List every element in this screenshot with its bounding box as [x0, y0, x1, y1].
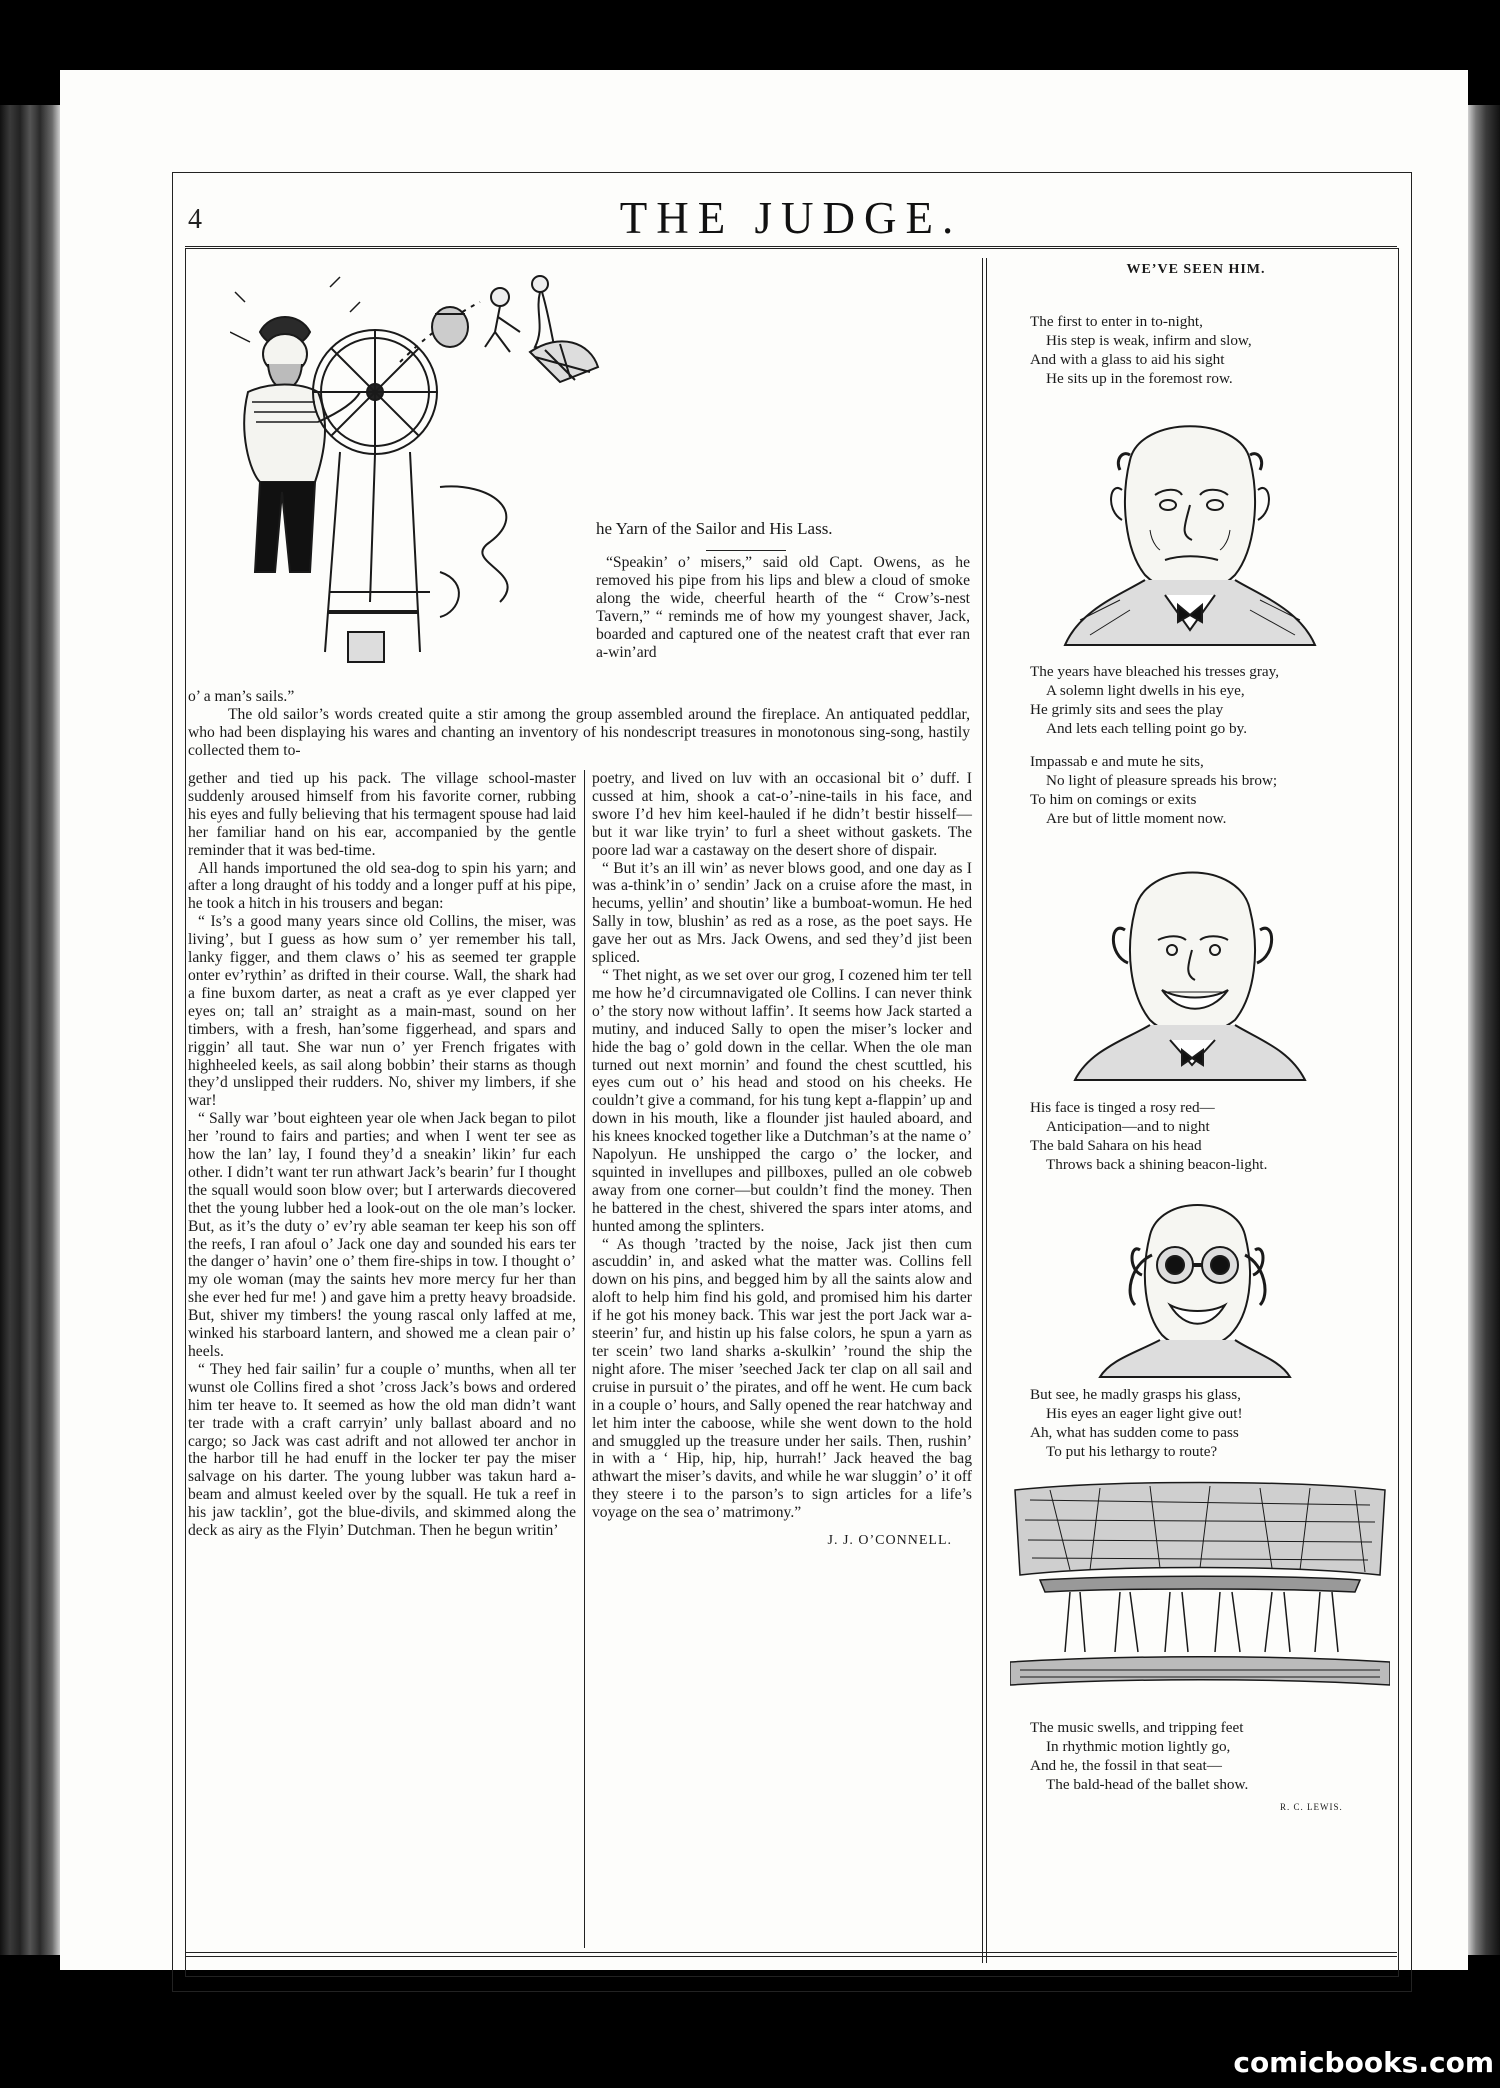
poem-stanza-6: [1030, 1718, 1380, 1794]
story-title: he Yarn of the Sailor and His Lass.: [596, 519, 833, 538]
bald-man-portrait-solemn: [1060, 400, 1320, 650]
site-watermark: comicbooks.com: [1218, 2038, 1500, 2088]
ballet-stage-illustration: [1010, 1480, 1390, 1705]
story-intro-text: “Speakin’ o’ misers,” said old Capt. Owens, as he removed his pipe from his lips and blew a cloud of smoke along the wide, cheerful hearth of the “ Crow’s-nest Tavern,” “ reminds me of how my youngest shaver, Jack, boarded and captured one of the neatest craft that ever ran a-win’ard: [596, 554, 970, 661]
poem-line: His eyes an eager light give out!: [1046, 1405, 1243, 1422]
bottom-rule: [185, 1952, 1397, 1953]
poem-line: And he, the fossil in that seat—: [1030, 1757, 1222, 1774]
poem-stanza-5: [1030, 1385, 1380, 1461]
masthead-rule: [185, 246, 1397, 247]
story-paragraph: “ Sally war ’bout eighteen year ole when Jack began to pilot her ’round to fairs and parties; and when I went ter see as how the lan’ lay, I found they’d a sneakin’ likin’ fur each other. I didn’t want ter run athwart Jack’s bearin’ fur I thought the squall would soon blow over; but I arterwards diecovered thet the young lubber hed a look-out on the ole man’s locker. But, as it’s the duty o’ ev’ry able seaman ter keep his son off the reefs, I ran afoul o’ Jack one day and sounded his ears ter the danger o’ havin’ one o’ them fire-ships in tow. I thought o’ my ole woman (may the saints hev more mercy fur her than she ever hed fur me! ) and gave him a pretty heavy broadside. But, shiver my timbers! the young rascal only laffed at me, winked his starboard lantern, and showed me a clean pair o’ heels.: [188, 1110, 576, 1360]
poem-line: But see, he madly grasps his glass,: [1030, 1386, 1241, 1403]
poem-line: The music swells, and tripping feet: [1030, 1719, 1244, 1736]
story-wide-paragraph: [188, 706, 970, 760]
story-paragraph: gether and tied up his pack. The village school-master suddenly aroused himself from his favorite corner, rubbing his eyes and fully believing that his termagent spouse had laid her familiar hand on his ear, accompanied by the gentle reminder that it was bed-time.: [188, 770, 576, 859]
poem-line: And lets each telling point go by.: [1046, 720, 1248, 737]
story-paragraph: poetry, and lived on luv with an occasional bit o’ duff. I cussed at him, shook a cat-o’-nine-tails in his face, and swore I’d hev him keel-hauled if he didn’t bestir hisself—but it war like tryin’ to furl a sheet without gaskets. The poore lad war a castaway on the desert shore of dispair.: [592, 770, 972, 859]
story-paragraph: All hands importuned the old sea-dog to spin his yarn; and after a long draught of his toddy and a longer puff at his pipe, he took a hitch in his trousers and began:: [188, 859, 576, 913]
poem-line: The years have bleached his tresses gray,: [1030, 663, 1280, 680]
masthead-title: THE JUDGE.: [619, 193, 963, 243]
column-divider-left: [584, 770, 585, 1948]
poem-line: He sits up in the foremost row.: [1046, 370, 1233, 387]
story-paragraph: “ As though ’tracted by the noise, Jack jist then cum ascuddin’ in, and asked what the matter was. Collins fell down on his pins, and begged him by all the saints alow and aloft to help him find his gold, and promised him his darter if he got his money back. This war jest the port Jack war a-steerin’ fur, and histin up his false colors, he spun a yarn as ter scein’ two land sharks a-skulkin’ ’round the ship the night afore. The miser ’seeched Jack ter clap on all sail and cruise in pursuit o’ the pirates, and off he went. He cum back in a couple o’ hours, and Sally opened the rear hatchway and let him inter the caboose, while she went down to the hold and smuggled up the treasure under her sails. Then, rushin’ in with a ‘ Hip, hip, hip, hurrah!’ Jack heaved the bag athwart the miser’s davits, and while he war sluggin’ o’ it off they steere i to the parson’s to sign articles for a life’s voyage on the sea o’ matrimony.”: [592, 1235, 972, 1522]
story-column-1: [188, 770, 576, 1540]
book-spine-edge: [0, 105, 60, 1955]
story-author: J. J. O’CONNELL.: [827, 1533, 952, 1549]
story-paragraph: “ But it’s an ill win’ as never blows good, and one day as I was a-think’in o’ sendin’ Jack on a cruise afore the mast, in hecums, yellin’ and shoutin’ like a bumboat-womun. He hed Sally in tow, blushin’ as red as a rose, as the poet says. He gave her out as Mrs. Jack Owens, and sed they’d jist been spliced.: [592, 859, 972, 967]
story-intro: [596, 554, 970, 661]
poem-credit: R. C. LEWIS.: [1280, 1802, 1343, 1812]
book-right-edge: [1468, 105, 1500, 1955]
poem-line: Are but of little moment now.: [1046, 810, 1227, 827]
poem-line: The first to enter in to-night,: [1030, 313, 1203, 330]
story-paragraph: “ They hed fair sailin’ fur a couple o’ munths, when all ter wunst ole Collins fired a shot ’cross Jack’s bows and ordered him ter heave to. It seemed as how the old man didn’t want ter trade with a craft carryin’ unly ballast aboard and no cargo; so Jack was cast adrift and not allowed ter anchor in the harbor till he had enuff in the locker ter pay the miser salvage on his darter. The young lubber was takun hard a-beam and almust keeled over by the squall. He tuk a reef in his jaw tacklin’, got the blue-divils, and skimmed along the deck as airy as the Flyin’ Dutchman. Then he begun writin’: [188, 1360, 576, 1540]
poem-stanza-2: [1030, 662, 1380, 738]
poem-line: In rhythmic motion lightly go,: [1046, 1738, 1231, 1755]
poem-line: His face is tinged a rosy red—: [1030, 1099, 1215, 1116]
poem-stanza-3: [1030, 752, 1380, 828]
poem-line: The bald Sahara on his head: [1030, 1137, 1202, 1154]
poem-line: No light of pleasure spreads his brow;: [1046, 772, 1278, 789]
page-number: 4: [188, 204, 202, 235]
poem-line: Impassab e and mute he sits,: [1030, 753, 1204, 770]
bottom-rule-double: [185, 1956, 1397, 1957]
story-wide-text: The old sailor’s words created quite a stir among the group assembled around the fireplace. An antiquated peddlar, who had been displaying his wares and chanting an inventory of his nondescript treasures in monotonous sing-song, hastily collected them to-: [188, 706, 970, 759]
poem-line: To him on comings or exits: [1030, 791, 1197, 808]
poem-line: And with a glass to aid his sight: [1030, 351, 1225, 368]
poem-line: Anticipation—and to night: [1046, 1118, 1210, 1135]
poem-line: He grimly sits and sees the play: [1030, 701, 1224, 718]
story-column-2: [592, 770, 972, 1550]
poem-line: A solemn light dwells in his eye,: [1046, 682, 1245, 699]
poem-stanza-1: [1030, 312, 1380, 388]
poem-line: The bald-head of the ballet show.: [1046, 1776, 1249, 1793]
story-paragraph: “ Thet night, as we set over our grog, I cozened him ter tell me how he’d circumnavigated ole Collins. I can never think o’ the story now without laffin’. It seems how Jack started a mutiny, and induced Sally to open the miser’s locker and hide the bag o’ gold down in the cellar. When the ole man turned out next mornin’ and found the chest scuttled, his eyes cum out o’ his head and stood on his cheeks. He couldn’t give a command, for his tung kept a-flappin’ up and down in his mouth, like a flounder jist hauled aboard, and his knees knocked together like a Dutchman’s at the name o’ Napolyun. He unshipped the cargo o’ the locker, and squinted in invellupes and pillboxes, pulled an ole cobweb away from one corner—but couldn’t find the money. Then he battered in the chest, shivered the spars inter atoms, and hunted among the splinters.: [592, 966, 972, 1235]
bald-man-portrait-smiling: [1070, 855, 1310, 1085]
sailor-spinning-wheel-illustration: [230, 272, 600, 677]
poem-line: Throws back a shining beacon-light.: [1046, 1156, 1268, 1173]
bald-man-opera-glasses-portrait: [1090, 1195, 1300, 1380]
title-rule: [706, 550, 786, 551]
poem-title: WE’VE SEEN HIM.: [1126, 262, 1266, 277]
poem-line: To put his lethargy to route?: [1046, 1443, 1218, 1460]
column-divider-right: [982, 258, 983, 1963]
story-paragraph: “ Is’s a good many years since old Collins, the miser, was living’, but I guess as how sum o’ yer remember his tall, lanky figger, and them claws o’ his as seemed ter grapple onter ev’rythin’ as drifted in their course. Wall, the shark had a fine buxom darter, as neat a craft as ye ever clapped yer eyes on; tall an’ straight as a main-mast, sound on her timbers, with a fresh, han’some figgerhead, and spars and riggin’ all taut. She war nun o’ yer French frigates with highheeled keels, as sail along bobbin’ their starns as though they’d unslipped their rudders. No, shiver my limbers, if she war!: [188, 913, 576, 1110]
poem-stanza-4: [1030, 1098, 1380, 1174]
story-intro-tail: o’ a man’s sails.”: [188, 688, 295, 705]
column-divider-right-double: [986, 258, 987, 1963]
poem-line: Ah, what has sudden come to pass: [1030, 1424, 1239, 1441]
poem-line: His step is weak, infirm and slow,: [1046, 332, 1252, 349]
